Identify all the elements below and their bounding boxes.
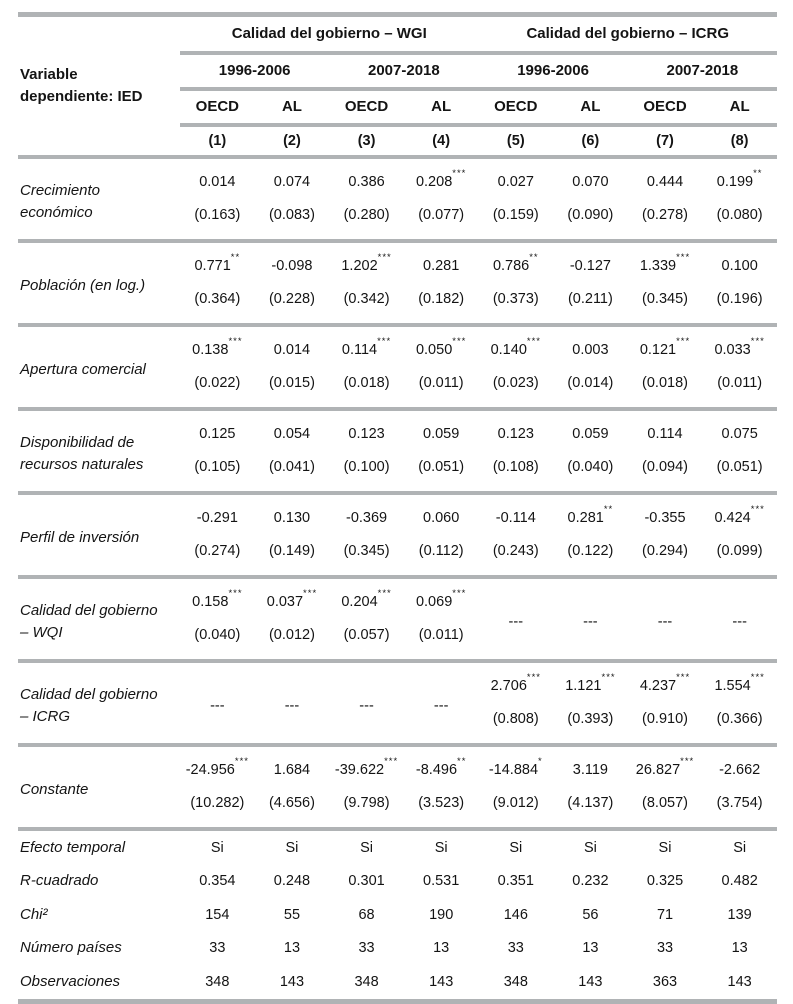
statistic-cell: Si xyxy=(509,839,523,856)
standard-error-cell: (0.041) xyxy=(255,451,330,493)
significance-stars: *** xyxy=(303,587,318,599)
dependent-variable-label: Variable dependiente: IED xyxy=(18,15,180,158)
significance-stars: *** xyxy=(228,335,243,347)
column-number: (4) xyxy=(404,125,479,157)
standard-error-cell: (3.754) xyxy=(702,787,777,829)
standard-error-cell: (8.057) xyxy=(628,787,703,829)
statistic-cell: 363 xyxy=(628,965,703,1001)
coefficient-cell: 0.059 xyxy=(572,425,609,442)
group-header-wgi: Calidad del gobierno – WGI xyxy=(180,15,478,54)
standard-error-cell: (0.051) xyxy=(702,451,777,493)
coefficient-cell: 0.125 xyxy=(199,425,236,442)
significance-stars: *** xyxy=(452,335,467,347)
coefficient-cell: 0.054 xyxy=(273,425,311,442)
standard-error-cell: (0.196) xyxy=(702,283,777,325)
coefficient-row xyxy=(18,577,777,619)
not-included-dash: --- xyxy=(628,577,703,661)
significance-stars: *** xyxy=(377,335,392,347)
significance-stars: *** xyxy=(750,335,765,347)
significance-stars: *** xyxy=(234,755,249,767)
coefficient-cell: 0.060 xyxy=(423,509,460,526)
standard-error-cell: (0.112) xyxy=(404,535,479,577)
statistic-cell: Si xyxy=(658,839,672,856)
row-label: Calidad del gobierno – ICRG xyxy=(18,661,180,745)
statistic-cell: 33 xyxy=(656,940,674,957)
coefficient-row xyxy=(18,661,777,703)
standard-error-cell: (0.342) xyxy=(329,283,404,325)
statistics-row xyxy=(18,965,777,1001)
coefficient-cell: 0.123 xyxy=(348,425,385,442)
coefficient-cell: -0.127 xyxy=(569,257,611,274)
coefficient-cell: -39.622*** xyxy=(334,755,399,778)
statistic-cell: 146 xyxy=(503,906,528,923)
statistic-cell: 13 xyxy=(433,940,450,957)
coefficient-cell: 0.114 xyxy=(647,425,683,442)
not-included-dash: --- xyxy=(702,577,777,661)
statistic-cell: Si xyxy=(360,839,373,856)
subcol-header: AL xyxy=(553,89,628,125)
standard-error-cell: (0.294) xyxy=(628,535,703,577)
significance-stars: *** xyxy=(228,587,243,599)
statistic-cell: 348 xyxy=(329,965,404,1001)
coefficient-cell: 0.014 xyxy=(199,173,236,190)
coefficient-cell: 1.684 xyxy=(273,761,311,778)
significance-stars: *** xyxy=(676,671,691,683)
standard-error-cell: (0.090) xyxy=(553,199,628,241)
column-number: (5) xyxy=(478,125,553,157)
subcol-header: AL xyxy=(255,89,330,125)
standard-error-cell: (0.100) xyxy=(329,451,404,493)
coefficient-cell: 0.444 xyxy=(646,173,684,190)
not-included-dash: --- xyxy=(404,661,479,745)
standard-error-cell: (0.159) xyxy=(478,199,553,241)
statistic-cell: Si xyxy=(285,839,299,856)
statistic-cell: 33 xyxy=(358,940,375,957)
coefficient-cell: 2.706*** xyxy=(490,671,541,694)
standard-error-cell: (0.057) xyxy=(329,619,404,661)
statistic-cell: 154 xyxy=(205,906,230,923)
standard-error-cell: (0.099) xyxy=(702,535,777,577)
significance-stars: *** xyxy=(526,335,541,347)
statistic-cell: 13 xyxy=(582,940,599,957)
row-label: Perfil de inversión xyxy=(18,493,180,577)
statistic-cell: 0.232 xyxy=(572,873,609,890)
standard-error-cell: (0.018) xyxy=(628,367,703,409)
statistic-cell: 0.351 xyxy=(497,873,534,890)
not-included-dash: --- xyxy=(329,661,404,745)
standard-error-cell: (0.077) xyxy=(404,199,479,241)
statistic-cell: Si xyxy=(733,839,747,856)
coefficient-cell: 1.554*** xyxy=(714,671,765,694)
statistic-cell: 143 xyxy=(404,965,479,1001)
table-body xyxy=(18,157,777,1001)
subcol-header: OECD xyxy=(329,89,404,125)
subcol-header: AL xyxy=(702,89,777,125)
standard-error-cell: (0.211) xyxy=(553,283,628,325)
standard-error-cell: (9.012) xyxy=(478,787,553,829)
period-header: 2007-2018 xyxy=(329,53,478,89)
coefficient-cell: 0.208*** xyxy=(415,167,467,190)
not-included-dash: --- xyxy=(255,661,330,745)
coefficient-row xyxy=(18,325,777,367)
standard-error-cell: (0.051) xyxy=(404,451,479,493)
statistic-cell: 348 xyxy=(478,965,553,1001)
significance-stars: ** xyxy=(457,755,467,767)
coefficient-row xyxy=(18,157,777,199)
standard-error-cell: (0.018) xyxy=(329,367,404,409)
standard-error-cell: (0.393) xyxy=(553,703,628,745)
statistic-cell: 55 xyxy=(283,906,301,923)
statistic-cell: Si xyxy=(583,839,597,856)
row-label: R-cuadrado xyxy=(20,872,99,889)
significance-stars: * xyxy=(538,755,543,767)
column-number: (1) xyxy=(180,125,255,157)
standard-error-cell: (0.163) xyxy=(180,199,255,241)
column-number: (8) xyxy=(702,125,777,157)
statistic-cell: 0.354 xyxy=(199,873,236,890)
statistics-row xyxy=(18,829,777,865)
standard-error-cell: (0.094) xyxy=(628,451,703,493)
statistic-cell: 0.482 xyxy=(721,873,758,890)
column-number: (2) xyxy=(255,125,330,157)
significance-stars: *** xyxy=(377,587,392,599)
coefficient-cell: 0.424*** xyxy=(714,503,765,526)
coefficient-cell: 0.386 xyxy=(348,173,385,190)
row-label: Observaciones xyxy=(18,965,180,1001)
not-included-dash: --- xyxy=(180,661,255,745)
coefficient-cell: 0.281** xyxy=(567,503,614,526)
standard-error-cell: (0.011) xyxy=(702,367,777,409)
standard-error-cell: (0.083) xyxy=(255,199,330,241)
statistic-cell: 71 xyxy=(656,906,674,923)
statistic-cell: 143 xyxy=(702,965,777,1001)
standard-error-cell: (0.910) xyxy=(628,703,703,745)
coefficient-cell: 0.100 xyxy=(721,257,758,274)
standard-error-cell: (3.523) xyxy=(404,787,479,829)
group-header-row xyxy=(18,15,777,54)
significance-stars: ** xyxy=(529,251,539,263)
standard-error-cell: (0.228) xyxy=(255,283,330,325)
standard-error-cell: (0.364) xyxy=(180,283,255,325)
regression-results-table xyxy=(18,12,777,1004)
statistic-cell: 68 xyxy=(358,906,375,923)
coefficient-row xyxy=(18,745,777,787)
coefficient-cell: 0.121*** xyxy=(639,335,691,358)
coefficient-cell: 0.050*** xyxy=(415,335,467,358)
row-label: Constante xyxy=(18,745,180,829)
statistic-cell: 13 xyxy=(283,940,301,957)
significance-stars: *** xyxy=(377,251,392,263)
statistic-cell: 348 xyxy=(180,965,255,1001)
standard-error-cell: (0.345) xyxy=(329,535,404,577)
standard-error-cell: (0.182) xyxy=(404,283,479,325)
coefficient-cell: 0.281 xyxy=(423,257,460,274)
coefficient-cell: -8.496** xyxy=(415,755,467,778)
row-label: Apertura comercial xyxy=(18,325,180,409)
coefficient-row xyxy=(18,241,777,283)
coefficient-cell: -0.291 xyxy=(196,509,238,526)
significance-stars: ** xyxy=(230,251,241,263)
group-header-icrg: Calidad del gobierno – ICRG xyxy=(478,15,777,54)
significance-stars: *** xyxy=(452,587,467,599)
standard-error-cell: (0.012) xyxy=(255,619,330,661)
statistic-cell: 0.531 xyxy=(423,873,460,890)
coefficient-cell: 0.014 xyxy=(273,341,311,358)
subcol-header: AL xyxy=(404,89,479,125)
statistic-cell: 0.325 xyxy=(646,873,684,890)
standard-error-cell: (0.149) xyxy=(255,535,330,577)
coefficient-cell: 0.158*** xyxy=(192,587,243,610)
standard-error-cell: (0.243) xyxy=(478,535,553,577)
coefficient-cell: 0.074 xyxy=(273,173,311,190)
row-label: Crecimiento económico xyxy=(18,157,180,241)
statistics-row xyxy=(18,865,777,899)
statistic-cell: 143 xyxy=(255,965,330,1001)
significance-stars: ** xyxy=(753,167,763,179)
coefficient-cell: 0.075 xyxy=(721,425,758,442)
coefficient-cell: -0.114 xyxy=(495,509,536,526)
statistic-cell: 13 xyxy=(731,940,748,957)
coefficient-cell: 0.059 xyxy=(423,425,460,442)
standard-error-cell: (0.022) xyxy=(180,367,255,409)
significance-stars: *** xyxy=(676,335,691,347)
period-header: 1996-2006 xyxy=(180,53,329,89)
row-label: Chi² xyxy=(20,905,48,923)
standard-error-cell: (9.798) xyxy=(329,787,404,829)
coefficient-cell: 0.070 xyxy=(572,173,609,190)
standard-error-cell: (10.282) xyxy=(180,787,255,829)
significance-stars: *** xyxy=(750,671,765,683)
coefficient-cell: 1.202*** xyxy=(341,251,392,274)
significance-stars: *** xyxy=(750,503,765,515)
statistics-row xyxy=(18,932,777,966)
statistic-cell: Si xyxy=(434,839,448,856)
standard-error-cell: (0.023) xyxy=(478,367,553,409)
coefficient-cell: 0.786** xyxy=(492,251,539,274)
column-number: (6) xyxy=(553,125,628,157)
subcol-header: OECD xyxy=(628,89,703,125)
coefficient-cell: 0.199** xyxy=(716,167,763,190)
standard-error-cell: (0.345) xyxy=(628,283,703,325)
standard-error-cell: (0.280) xyxy=(329,199,404,241)
standard-error-cell: (0.015) xyxy=(255,367,330,409)
not-included-dash: --- xyxy=(553,577,628,661)
coefficient-cell: 0.130 xyxy=(273,509,311,526)
statistic-cell: 139 xyxy=(727,906,752,923)
row-label: Disponibilidad de recursos naturales xyxy=(18,409,180,493)
coefficient-cell: 0.033*** xyxy=(714,335,765,358)
coefficient-cell: 0.114*** xyxy=(341,335,392,358)
significance-stars: *** xyxy=(452,167,467,179)
row-label: Calidad del gobierno – WQI xyxy=(18,577,180,661)
coefficient-cell: -24.956*** xyxy=(185,755,249,778)
statistic-cell: 0.248 xyxy=(273,873,311,890)
coefficient-cell: -0.355 xyxy=(644,509,686,526)
standard-error-cell: (0.011) xyxy=(404,619,479,661)
coefficient-cell: 0.204*** xyxy=(341,587,392,610)
coefficient-cell: -0.369 xyxy=(345,509,388,526)
standard-error-cell: (0.274) xyxy=(180,535,255,577)
coefficient-cell: 0.771** xyxy=(194,251,241,274)
statistic-cell: 56 xyxy=(582,906,599,923)
standard-error-cell: (0.014) xyxy=(553,367,628,409)
standard-error-cell: (0.011) xyxy=(404,367,479,409)
standard-error-cell: (0.105) xyxy=(180,451,255,493)
column-number: (3) xyxy=(329,125,404,157)
standard-error-cell: (0.040) xyxy=(553,451,628,493)
standard-error-cell: (4.656) xyxy=(255,787,330,829)
statistic-cell: Si xyxy=(210,839,224,856)
standard-error-cell: (0.278) xyxy=(628,199,703,241)
coefficient-row xyxy=(18,493,777,535)
significance-stars: *** xyxy=(601,671,616,683)
coefficient-cell: 0.138*** xyxy=(192,335,243,358)
coefficient-cell: -14.884* xyxy=(488,755,543,778)
statistic-cell: 33 xyxy=(209,940,226,957)
period-header: 1996-2006 xyxy=(478,53,627,89)
coefficient-cell: 3.119 xyxy=(572,761,608,778)
significance-stars: *** xyxy=(680,755,695,767)
not-included-dash: --- xyxy=(478,577,553,661)
significance-stars: ** xyxy=(603,503,614,515)
table-header xyxy=(18,15,777,158)
coefficient-cell: 0.069*** xyxy=(415,587,467,610)
statistic-cell: 0.301 xyxy=(348,873,385,890)
coefficient-row xyxy=(18,409,777,451)
standard-error-cell: (0.080) xyxy=(702,199,777,241)
coefficient-cell: 0.123 xyxy=(497,425,534,442)
period-header: 2007-2018 xyxy=(628,53,777,89)
column-number: (7) xyxy=(628,125,703,157)
row-label: Población (en log.) xyxy=(18,241,180,325)
significance-stars: *** xyxy=(676,251,691,263)
standard-error-cell: (0.373) xyxy=(478,283,553,325)
coefficient-cell: 26.827*** xyxy=(635,755,695,778)
coefficient-cell: 1.121*** xyxy=(565,671,616,694)
statistic-cell: 33 xyxy=(507,940,524,957)
coefficient-cell: -0.098 xyxy=(271,257,313,274)
coefficient-cell: -2.662 xyxy=(719,761,761,778)
standard-error-cell: (0.040) xyxy=(180,619,255,661)
significance-stars: *** xyxy=(526,671,541,683)
standard-error-cell: (0.366) xyxy=(702,703,777,745)
statistic-cell: 190 xyxy=(429,906,454,923)
coefficient-cell: 4.237*** xyxy=(639,671,691,694)
coefficient-cell: 0.037*** xyxy=(266,587,318,610)
standard-error-cell: (0.122) xyxy=(553,535,628,577)
standard-error-cell: (0.108) xyxy=(478,451,553,493)
standard-error-cell: (4.137) xyxy=(553,787,628,829)
statistic-cell: 143 xyxy=(553,965,628,1001)
subcol-header: OECD xyxy=(478,89,553,125)
subcol-header: OECD xyxy=(180,89,255,125)
row-label: Número países xyxy=(20,939,122,956)
statistics-row xyxy=(18,898,777,932)
row-label: Efecto temporal xyxy=(20,838,126,856)
coefficient-cell: 0.003 xyxy=(572,341,609,358)
significance-stars: *** xyxy=(384,755,399,767)
standard-error-cell: (0.808) xyxy=(478,703,553,745)
coefficient-cell: 0.140*** xyxy=(490,335,541,358)
coefficient-cell: 0.027 xyxy=(497,173,534,190)
coefficient-cell: 1.339*** xyxy=(639,251,691,274)
